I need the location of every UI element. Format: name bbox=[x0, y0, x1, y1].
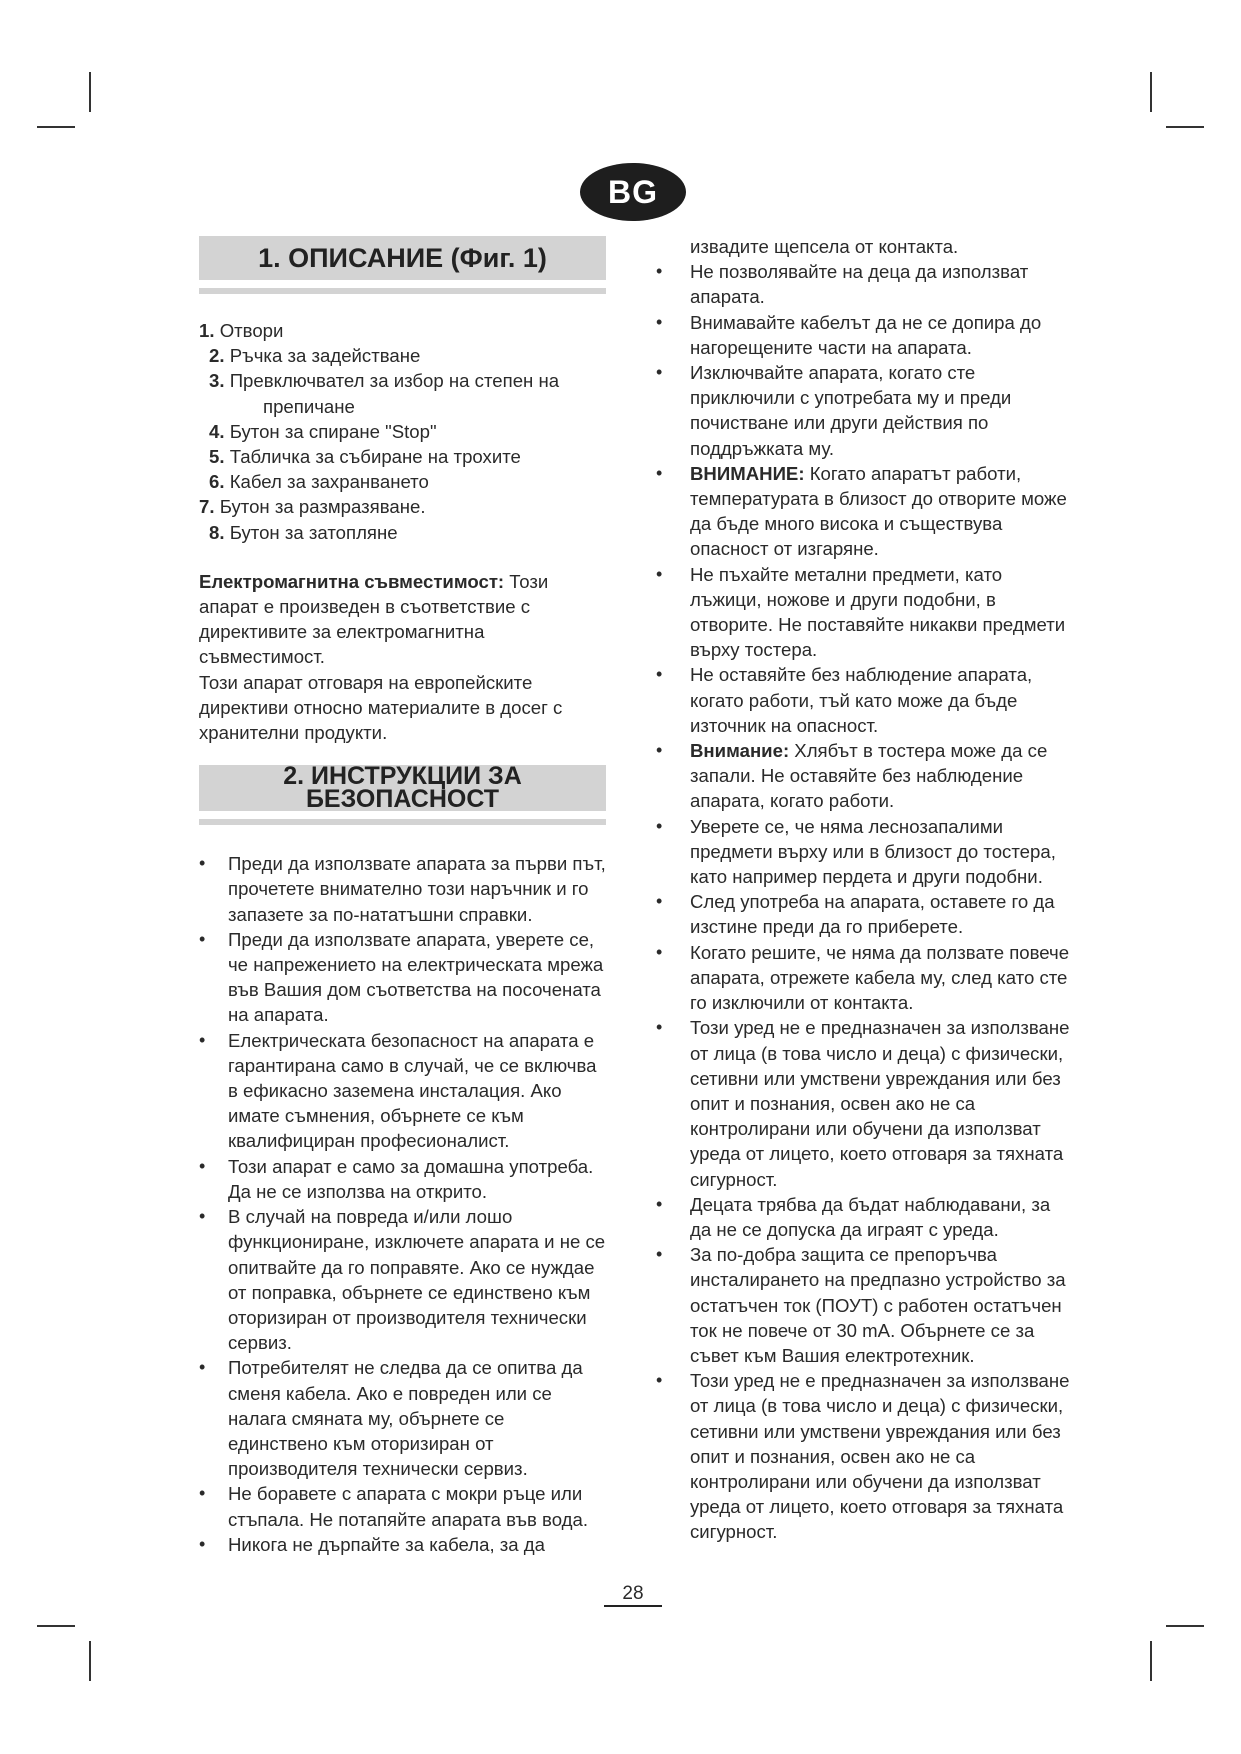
bullet-icon: • bbox=[656, 261, 663, 282]
crop-mark bbox=[1150, 1641, 1152, 1681]
bullet-icon: • bbox=[656, 740, 663, 761]
item-label-continued: препичане bbox=[263, 395, 355, 417]
item-label: Бутон за затопляне bbox=[229, 521, 398, 543]
bullet-icon: • bbox=[656, 1193, 663, 1214]
safety-item-text: Този апарат е само за домашна употреба. Да не се използва на открито. bbox=[228, 1155, 594, 1202]
left-column bbox=[199, 236, 609, 1557]
safety-item-text: Уверете се, че няма леснозапалими предмети върху или в близост до тостера, като например пердета и други подобни. bbox=[690, 815, 1056, 888]
safety-item-text: Електрическата безопасност на апарата е гарантирана само в случай, че се включва в ефикасно заземена инсталация. Ако имате съмнения, обърнете се към квалифициран професионалист. bbox=[228, 1029, 597, 1152]
parts-list bbox=[199, 318, 609, 545]
safety-item-text: След употреба на апарата, оставете го да изстине преди да го приберете. bbox=[690, 891, 1055, 938]
crop-mark bbox=[37, 126, 75, 128]
safety-item-text: Преди да използвате апарата, уверете се, че напрежението на електрическата мрежа във Вашия дом съответства на посочената на апарата. bbox=[228, 928, 604, 1026]
safety-item bbox=[199, 927, 609, 1028]
safety-item-text: Преди да използвате апарата за първи път, прочетете внимателно този наръчник и го запазете за по-нататъшни справки. bbox=[228, 853, 606, 925]
safety-item-text: Не оставяйте без наблюдение апарата, когато работи, тъй като може да бъде източник на опасност. bbox=[690, 664, 1033, 736]
safety-item bbox=[656, 889, 1076, 939]
safety-item-text: Хлябът в тостера може да се запали. Не оставяйте без наблюдение апарата, когато работи. bbox=[690, 740, 1048, 812]
safety-item bbox=[199, 1204, 609, 1355]
warning-label: Внимание: bbox=[690, 740, 790, 762]
bullet-icon: • bbox=[199, 1357, 206, 1378]
section-1-header bbox=[199, 236, 606, 280]
safety-item bbox=[656, 738, 1076, 814]
bullet-icon: • bbox=[199, 1029, 206, 1050]
item-number: 8. bbox=[209, 521, 225, 543]
food-contact-paragraph: Този апарат отговаря на европейските директиви относно материалите в досег с хранителни продукти. bbox=[199, 671, 563, 744]
item-label: Табличка за събиране на трохите bbox=[229, 446, 521, 468]
crop-mark bbox=[1150, 72, 1152, 112]
safety-item-text: Изключвайте апарата, когато сте приключили с употребата му и преди почистване или други действия по поддръжката му. bbox=[690, 362, 1012, 459]
item-number: 1. bbox=[199, 320, 215, 341]
safety-item bbox=[656, 259, 1076, 309]
safety-item bbox=[199, 851, 609, 927]
bullet-icon: • bbox=[656, 563, 663, 584]
bullet-icon: • bbox=[199, 853, 206, 874]
emc-text: Този апарат е произведен в съответствие с директивите за електромагнитна съвместимост. bbox=[199, 570, 549, 668]
safety-list-left bbox=[199, 851, 609, 1557]
safety-item bbox=[656, 562, 1076, 663]
safety-item-text: Не боравете с апарата с мокри ръце или стъпала. Не потапяйте апарата във вода. bbox=[228, 1483, 589, 1530]
parts-list-item bbox=[199, 368, 609, 418]
parts-list-item bbox=[199, 343, 609, 368]
bullet-icon: • bbox=[656, 891, 663, 912]
parts-list-item bbox=[199, 520, 609, 545]
safety-item bbox=[656, 814, 1076, 890]
item-label: Отвори bbox=[219, 320, 284, 341]
safety-item-text: Децата трябва да бъдат наблюдавани, за да не се допуска да играят с уреда. bbox=[690, 1193, 1051, 1240]
safety-item bbox=[199, 1154, 609, 1204]
item-number: 6. bbox=[209, 471, 225, 493]
item-label: Ръчка за задействане bbox=[229, 345, 421, 367]
bullet-icon: • bbox=[199, 1483, 206, 1504]
page-number: 28 bbox=[604, 1583, 662, 1607]
parts-list-item bbox=[199, 469, 609, 494]
language-badge: BG bbox=[580, 163, 686, 221]
item-label: Превключвател за избор на степен на bbox=[229, 370, 560, 392]
crop-mark bbox=[1166, 126, 1204, 128]
safety-item-text: В случай на повреда и/или лошо функциониране, изключете апарата и не се опитвайте да го поправяте. Ако се нуждае от поправка, обърнете се единствено към оторизиран от производителя технически сервиз. bbox=[228, 1206, 606, 1354]
safety-item bbox=[656, 940, 1076, 1016]
safety-item-text: Никога не дърпайте за кабела, за да bbox=[228, 1533, 545, 1555]
crop-mark bbox=[89, 72, 91, 112]
bullet-icon: • bbox=[656, 815, 663, 836]
bullet-icon: • bbox=[656, 1017, 663, 1038]
item-label: Бутон за спиране "Stop" bbox=[229, 420, 437, 442]
bullet-icon: • bbox=[656, 311, 663, 332]
bullet-icon: • bbox=[199, 1206, 206, 1227]
item-number: 5. bbox=[209, 446, 225, 468]
crop-mark bbox=[37, 1625, 75, 1627]
emc-label: Електромагнитна съвместимост: bbox=[199, 570, 505, 592]
safety-item bbox=[199, 1028, 609, 1154]
safety-item-text: Потребителят не следва да се опитва да сменя кабела. Ако е повреден или се налага смяната му, обърнете се единствено към оторизиран от производителя технически сервиз. bbox=[228, 1357, 583, 1480]
bullet-icon: • bbox=[656, 1370, 663, 1391]
safety-item bbox=[656, 1368, 1076, 1544]
safety-item bbox=[656, 310, 1076, 360]
safety-item-text: Когато решите, че няма да ползвате повече апарата, отрежете кабела му, след като сте го изключили от контакта. bbox=[690, 941, 1070, 1014]
safety-item bbox=[199, 1355, 609, 1481]
crop-mark bbox=[89, 1641, 91, 1681]
section-2-title-line2: БЕЗОПАСНОСТ bbox=[305, 785, 500, 814]
continuation-text: извадите щепсела от контакта. bbox=[690, 236, 959, 257]
warning-label: ВНИМАНИЕ: bbox=[690, 462, 805, 484]
crop-mark bbox=[1166, 1625, 1204, 1627]
safety-item bbox=[656, 662, 1076, 738]
header-rule bbox=[199, 819, 606, 825]
item-number: 7. bbox=[199, 496, 215, 518]
emc-paragraph bbox=[199, 569, 609, 670]
safety-item-text: Внимавайте кабелът да не се допира до нагорещените части на апарата. bbox=[690, 311, 1042, 358]
safety-item-text: Този уред не е предназначен за използване от лица (в това число и деца) с физически, сетивни или умствени увреждания или без опит и познания, освен ако не са контролирани или обучени да използват уреда от лицето, което отговаря за тяхната сигурност. bbox=[690, 1370, 1070, 1543]
safety-item-text: Не пъхайте метални предмети, като лъжици, ножове и други подобни, в отворите. Не поставяйте никакви предмети върху тостера. bbox=[690, 563, 1066, 661]
safety-list-right bbox=[656, 259, 1076, 1544]
safety-item bbox=[656, 1015, 1076, 1191]
parts-list-item bbox=[199, 419, 609, 444]
right-column bbox=[656, 234, 1076, 1545]
bullet-icon: • bbox=[656, 1244, 663, 1265]
item-number: 4. bbox=[209, 420, 225, 442]
bullet-icon: • bbox=[656, 362, 663, 383]
safety-item bbox=[199, 1481, 609, 1531]
safety-item-text: Не позволявайте на деца да използват апарата. bbox=[690, 261, 1029, 308]
safety-item bbox=[656, 461, 1076, 562]
header-rule bbox=[199, 288, 606, 294]
bullet-icon: • bbox=[199, 928, 206, 949]
safety-item bbox=[656, 1242, 1076, 1368]
parts-list-item bbox=[199, 444, 609, 469]
section-2-header bbox=[199, 762, 606, 814]
bullet-icon: • bbox=[656, 664, 663, 685]
safety-item-text: Когато апаратът работи, температурата в близост до отворите може да бъде много висока и съществува опасност от изгаряне. bbox=[690, 462, 1067, 560]
parts-list-item bbox=[199, 494, 609, 519]
item-label: Бутон за размразяване. bbox=[219, 496, 426, 518]
parts-list-item bbox=[199, 318, 609, 343]
item-label: Кабел за захранването bbox=[229, 471, 429, 493]
section-2-title-line1: 2. ИНСТРУКЦИИ ЗА bbox=[283, 762, 522, 791]
bullet-icon: • bbox=[656, 462, 663, 483]
safety-item-text: Този уред не е предназначен за използване от лица (в това число и деца) с физически, сетивни или умствени увреждания или без опит и познания, освен ако не са контролирани или обучени да използват уреда от лицето, което отговаря за тяхната сигурност. bbox=[690, 1017, 1070, 1190]
safety-item bbox=[656, 360, 1076, 461]
safety-item bbox=[656, 1192, 1076, 1242]
safety-item bbox=[199, 1532, 609, 1557]
bullet-icon: • bbox=[199, 1155, 206, 1176]
safety-item-text: За по-добра защита се препоръчва инсталирането на предпазно устройство за остатъчен ток (ПОУТ) с работен остатъчен ток не повече от 30 mA. Обърнете се за съвет към Вашия електротехник. bbox=[690, 1244, 1066, 1366]
section-1-title: 1. ОПИСАНИЕ (Фиг. 1) bbox=[258, 243, 547, 273]
item-number: 3. bbox=[209, 370, 225, 392]
item-number: 2. bbox=[209, 345, 225, 367]
bullet-icon: • bbox=[656, 941, 663, 962]
bullet-icon: • bbox=[199, 1533, 206, 1554]
